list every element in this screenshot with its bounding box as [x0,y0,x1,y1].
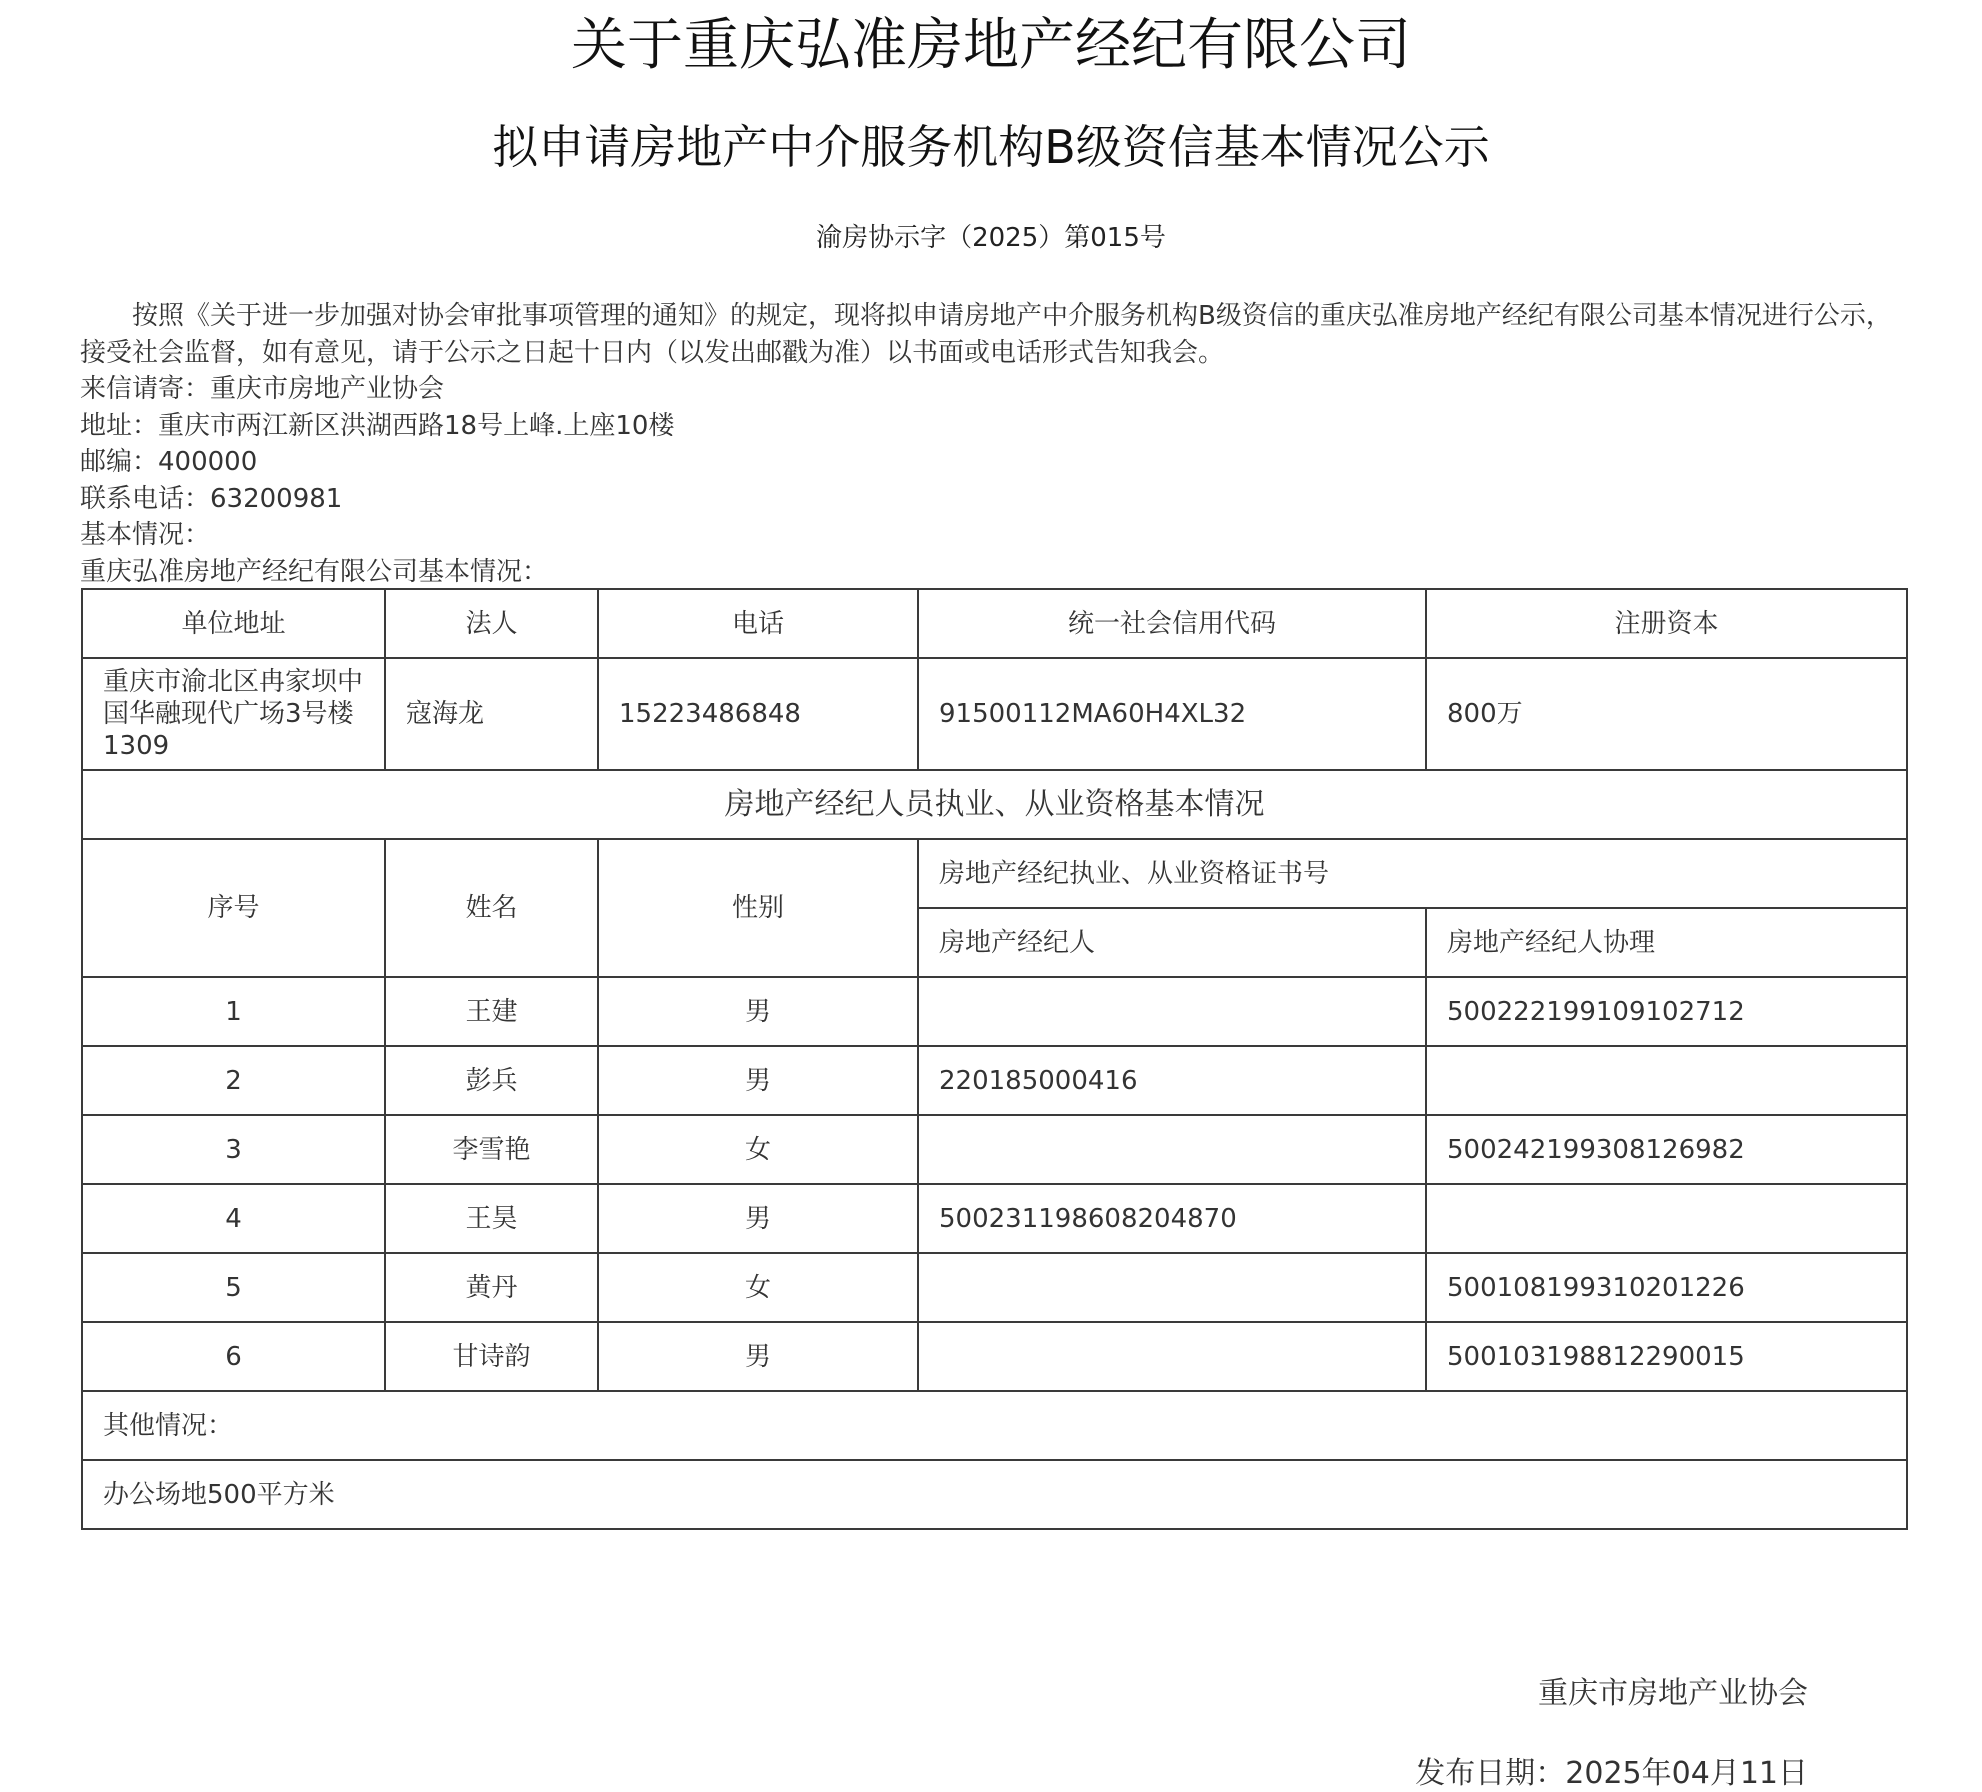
company-phone: 15223486848 [598,658,918,770]
agent-cert [918,1253,1426,1322]
agent-name: 王昊 [385,1184,598,1253]
table-row [82,1253,1907,1322]
assistant-cert: 500103198812290015 [1426,1322,1907,1391]
table-row [82,1322,1907,1391]
agents-header-row-1 [82,839,1907,908]
page-title: 关于重庆弘准房地产经纪有限公司 [571,13,1411,78]
assistant-cert: 500222199109102712 [1426,977,1907,1046]
assistant-cert: 500108199310201226 [1426,1253,1907,1322]
page-subtitle: 拟申请房地产中介服务机构B级资信基本情况公示 [492,120,1490,174]
company-info-table [81,588,1908,1530]
publish-date: 发布日期：2025年04月11日 [1415,1756,1808,1791]
table-row [82,1115,1907,1184]
header-phone: 电话 [598,589,918,658]
header-credit-code: 统一社会信用代码 [918,589,1426,658]
other-label-row [82,1391,1907,1460]
table-row [82,1184,1907,1253]
agent-name: 王建 [385,977,598,1046]
header-agent: 房地产经纪人 [918,908,1426,977]
agents-section-title: 房地产经纪人员执业、从业资格基本情况 [82,770,1907,839]
notice-body [80,298,1906,590]
company-address: 重庆市渝北区冉家坝中国华融现代广场3号楼1309 [82,658,385,770]
agent-seq: 4 [82,1184,385,1253]
document-number: 渝房协示字（2025）第015号 [816,223,1166,253]
agent-seq: 6 [82,1322,385,1391]
company-info-label: 重庆弘准房地产经纪有限公司基本情况： [80,556,549,587]
header-cert-group: 房地产经纪执业、从业资格证书号 [918,839,1907,908]
agent-gender: 女 [598,1115,918,1184]
other-label: 其他情况： [82,1391,1907,1460]
agent-seq: 5 [82,1253,385,1322]
agent-gender: 男 [598,1046,918,1115]
agent-gender: 男 [598,1184,918,1253]
agent-cert [918,1115,1426,1184]
company-capital: 800万 [1426,658,1907,770]
agent-name: 李雪艳 [385,1115,598,1184]
agent-cert: 220185000416 [918,1046,1426,1115]
header-gender: 性别 [598,839,918,977]
company-legal-person: 寇海龙 [385,658,598,770]
mail-to-line: 来信请寄：重庆市房地产业协会 [80,374,445,404]
header-seq: 序号 [82,839,385,977]
header-capital: 注册资本 [1426,589,1907,658]
agent-gender: 男 [598,1322,918,1391]
address-line: 地址：重庆市两江新区洪湖西路18号上峰.上座10楼 [80,410,675,441]
section-title-row [82,770,1907,839]
agent-gender: 女 [598,1253,918,1322]
header-name: 姓名 [385,839,598,977]
basic-info-label: 基本情况： [80,520,211,550]
agent-name: 甘诗韵 [385,1322,598,1391]
other-content-row [82,1460,1907,1529]
header-assistant: 房地产经纪人协理 [1426,908,1907,977]
agent-seq: 2 [82,1046,385,1115]
agent-seq: 1 [82,977,385,1046]
table-header-row [82,589,1907,658]
agent-cert: 500231198608204870 [918,1184,1426,1253]
assistant-cert: 500242199308126982 [1426,1115,1907,1184]
signature-org: 重庆市房地产业协会 [1538,1676,1808,1711]
company-row [82,658,1907,770]
assistant-cert [1426,1046,1907,1115]
postcode-line: 邮编：400000 [80,447,258,477]
agent-name: 黄丹 [385,1253,598,1322]
agent-gender: 男 [598,977,918,1046]
other-content: 办公场地500平方米 [82,1460,1907,1529]
phone-line: 联系电话：63200981 [80,483,343,514]
assistant-cert [1426,1184,1907,1253]
table-row [82,977,1907,1046]
company-credit-code: 91500112MA60H4XL32 [918,658,1426,770]
agent-cert [918,977,1426,1046]
header-address: 单位地址 [82,589,385,658]
agent-name: 彭兵 [385,1046,598,1115]
agent-seq: 3 [82,1115,385,1184]
intro-paragraph: 按照《关于进一步加强对协会审批事项管理的通知》的规定，现将拟申请房地产中介服务机构B级资信的重庆弘准房地产经纪有限公司基本情况进行公示，接受社会监督，如有意见，请于公示之日起十日内（以发出邮戳为准）以书面或电话形式告知我会。 [80,301,1892,368]
header-legal-person: 法人 [385,589,598,658]
table-row [82,1046,1907,1115]
agent-cert [918,1322,1426,1391]
